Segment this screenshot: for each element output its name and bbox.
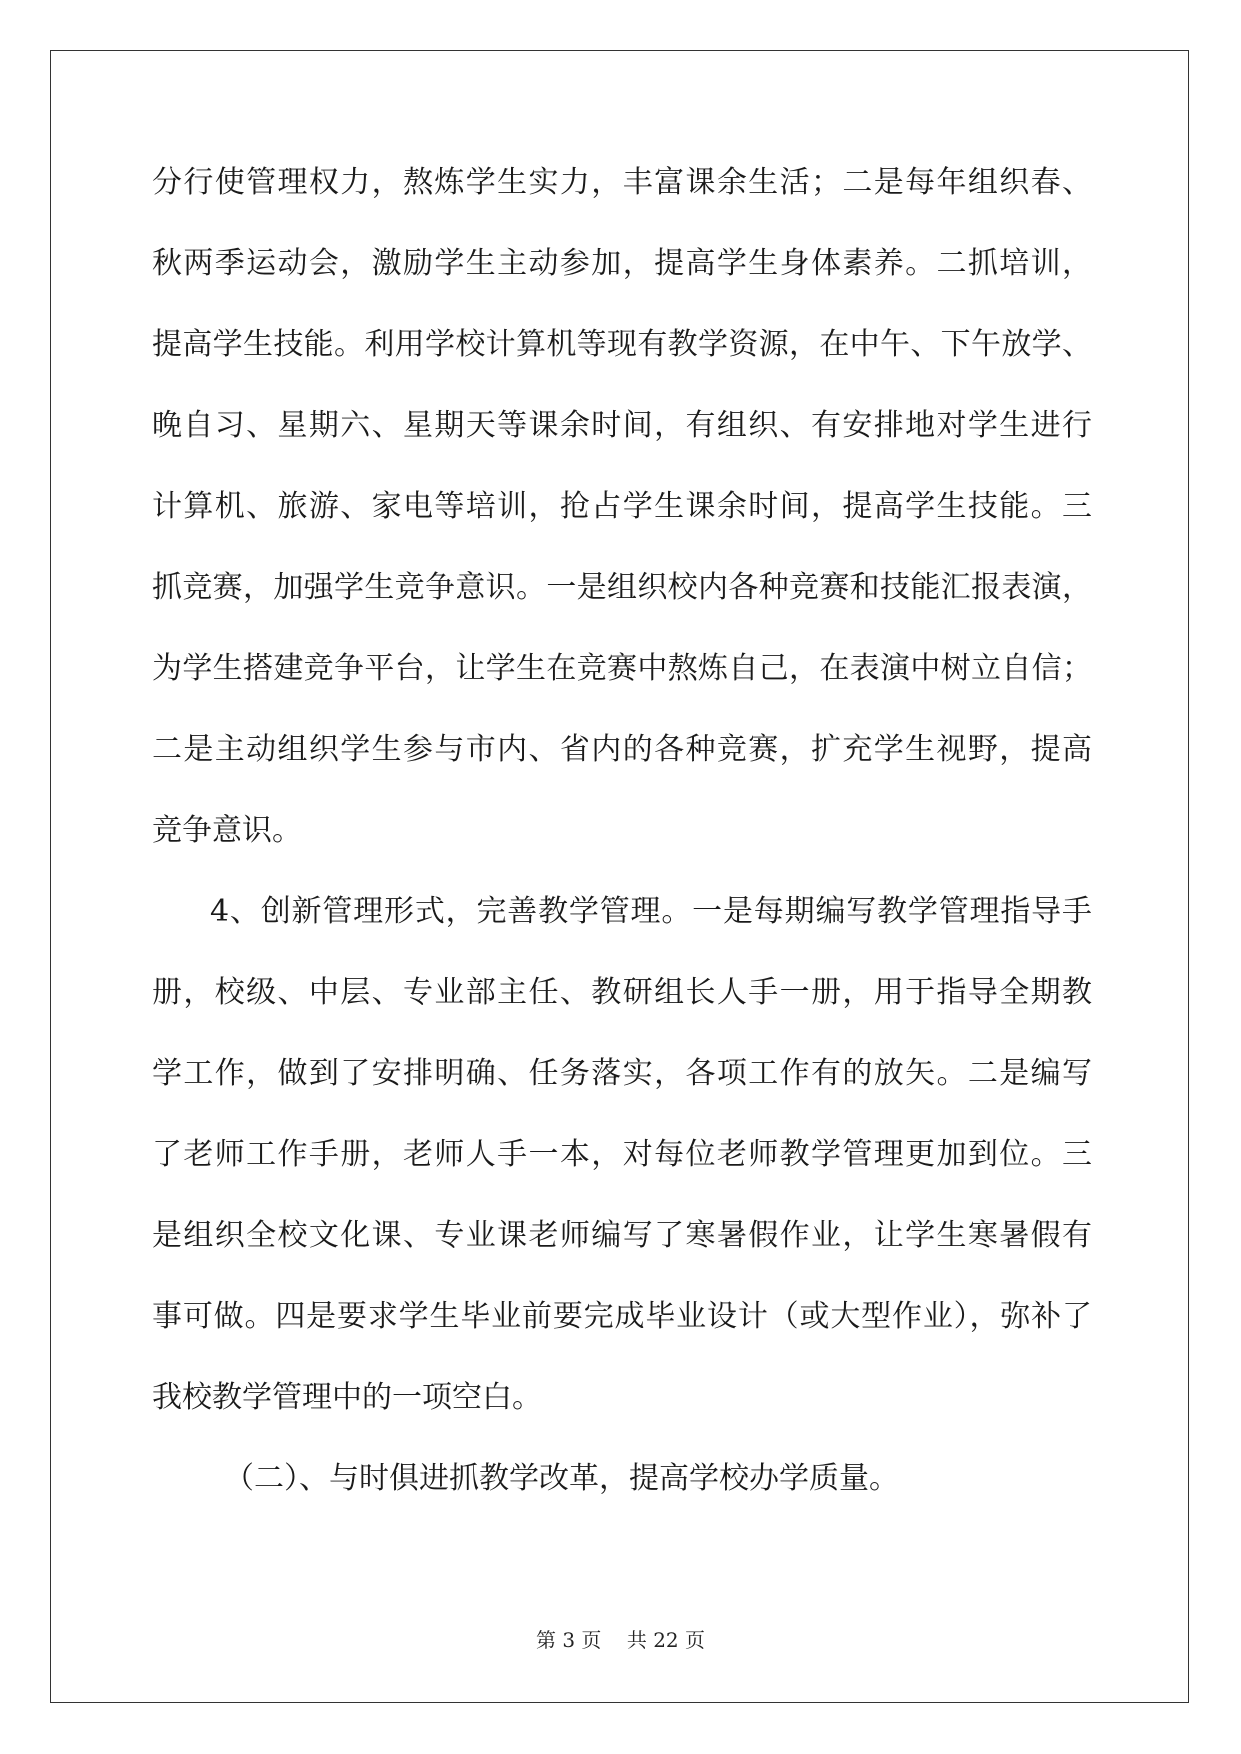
section-heading: （二）、与时俱进抓教学改革，提高学校办学质量。 bbox=[224, 1461, 899, 1496]
body-line: 竞争意识。 bbox=[152, 813, 302, 848]
body-line: 我校教学管理中的一项空白。 bbox=[152, 1380, 542, 1415]
document-body bbox=[152, 142, 1092, 1519]
body-line: 学工作，做到了安排明确、任务落实，各项工作有的放矢。二是编写 bbox=[152, 1056, 1092, 1091]
body-line: 册，校级、中层、专业部主任、教研组长人手一册，用于指导全期教 bbox=[152, 975, 1092, 1010]
body-line: 计算机、旅游、家电等培训，抢占学生课余时间，提高学生技能。三 bbox=[152, 489, 1092, 524]
body-line: 晚自习、星期六、星期天等课余时间，有组织、有安排地对学生进行 bbox=[152, 408, 1092, 443]
body-line: 分行使管理权力，熬炼学生实力，丰富课余生活；二是每年组织春、 bbox=[152, 165, 1092, 200]
body-line: 提高学生技能。利用学校计算机等现有教学资源，在中午、下午放学、 bbox=[152, 327, 1092, 362]
paragraph-start-line: 4、创新管理形式，完善教学管理。一是每期编写教学管理指导手 bbox=[210, 894, 1092, 929]
body-line: 秋两季运动会，激励学生主动参加，提高学生身体素养。二抓培训， bbox=[152, 246, 1092, 281]
body-line: 事可做。四是要求学生毕业前要完成毕业设计（或大型作业），弥补了 bbox=[152, 1299, 1092, 1334]
body-line: 了老师工作手册，老师人手一本，对每位老师教学管理更加到位。三 bbox=[152, 1137, 1092, 1172]
body-line: 抓竞赛，加强学生竞争意识。一是组织校内各种竞赛和技能汇报表演， bbox=[152, 570, 1092, 605]
body-line: 为学生搭建竞争平台，让学生在竞赛中熬炼自己，在表演中树立自信； bbox=[152, 651, 1092, 686]
page-number-label: 第 3 页 共 22 页 bbox=[535, 1628, 706, 1652]
page-footer bbox=[0, 1624, 1241, 1653]
body-line: 二是主动组织学生参与市内、省内的各种竞赛，扩充学生视野，提高 bbox=[152, 732, 1092, 767]
body-line: 是组织全校文化课、专业课老师编写了寒暑假作业，让学生寒暑假有 bbox=[152, 1218, 1092, 1253]
